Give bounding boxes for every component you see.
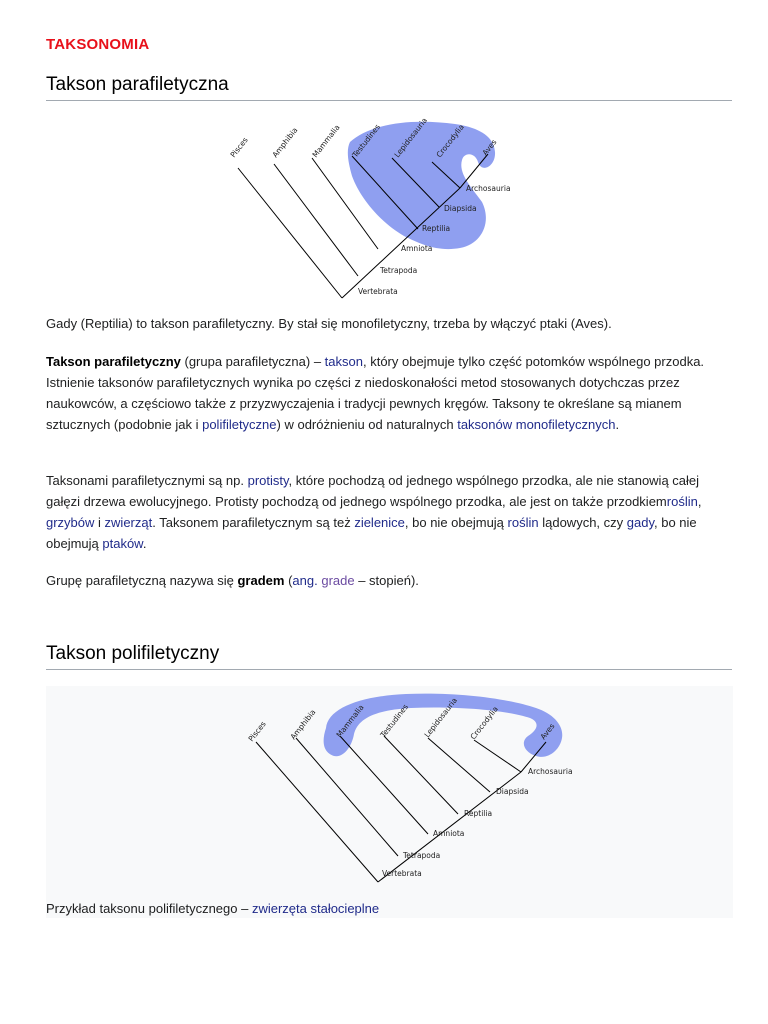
paraphyletic-cladogram — [220, 112, 520, 302]
taxon-label: Mammalia — [334, 702, 366, 740]
clade-label: Tetrapoda — [403, 851, 441, 860]
section-heading-paraphyletic: Takson parafiletyczna — [46, 74, 732, 101]
clade-label: Vertebrata — [358, 287, 398, 296]
taxon-label: Crocodylia — [468, 704, 500, 742]
warm-blooded-highlight — [324, 694, 563, 757]
link-zielenice[interactable]: zielenice — [354, 515, 405, 530]
link-grzybow[interactable]: grzybów — [46, 515, 95, 530]
taxon-label: Aves — [480, 137, 499, 158]
clade-label: Diapsida — [496, 787, 529, 796]
clade-label: Amniota — [433, 829, 465, 838]
paragraph-examples: Taksonami parafiletycznymi są np. protisty, które pochodzą od jednego wspólnego przodka, ale nie stanowią całej gałęzi drzewa ewolucyjnego. Protisty pochodzą od jednego wspólnego przodka, ale jest on także przodkiemroślin, grzybów i zwierząt. Taksonem parafiletycznym są też zielenice, bo nie obejmują roślin lądowych, czy gady, bo nie obejmują ptaków. — [46, 473, 702, 551]
link-roslin-2[interactable]: roślin — [507, 515, 539, 530]
taxon-label: Mammalia — [310, 122, 342, 160]
taxon-label: Aves — [538, 721, 557, 742]
clade-label: Tetrapoda — [380, 266, 418, 275]
clade-label: Amniota — [401, 244, 433, 253]
tree-lines — [256, 736, 546, 882]
taxon-label: Testudines — [350, 122, 382, 160]
polyphyletic-cladogram — [236, 686, 576, 886]
clade-label: Reptilia — [422, 224, 451, 233]
clade-label: Archosauria — [528, 767, 573, 776]
link-taksonow-monofiletycznych[interactable]: taksonów monofiletycznych — [457, 417, 616, 432]
clade-label: Archosauria — [466, 184, 511, 193]
taxon-label: Pisces — [228, 135, 250, 160]
link-zwierzat[interactable]: zwierząt — [104, 515, 153, 530]
taxon-label: Amphibia — [270, 125, 300, 160]
link-roslin[interactable]: roślin — [666, 494, 698, 509]
clade-label: Diapsida — [444, 204, 477, 213]
paragraph-grade: Grupę parafiletyczną nazywa się gradem (ang. grade – stopień). — [46, 573, 419, 588]
clade-label: Vertebrata — [382, 869, 422, 878]
taxon-label: Pisces — [246, 719, 268, 744]
clade-label: Reptilia — [464, 809, 493, 818]
figure-caption: Przykład taksonu polifiletycznego – zwierzęta stałocieplne — [46, 901, 380, 916]
taxon-label: Testudines — [378, 702, 410, 740]
link-polifiletyczne[interactable]: polifiletyczne — [202, 417, 277, 432]
taxon-label: Crocodylia — [434, 122, 466, 160]
link-ang[interactable]: ang. — [292, 573, 318, 588]
document-title: TAKSONOMIA — [46, 36, 150, 53]
grade-bold: gradem — [237, 573, 285, 588]
link-grade[interactable]: grade — [321, 573, 355, 588]
section-heading-polyphyletic: Takson polifiletyczny — [46, 643, 732, 670]
taxon-label: Amphibia — [288, 707, 318, 742]
term-bold: Takson parafiletyczny — [46, 354, 181, 369]
link-takson[interactable]: takson — [324, 354, 363, 369]
link-ptakow[interactable]: ptaków — [102, 536, 143, 551]
taxon-label: Lepidosauria — [422, 695, 460, 740]
paragraph-definition: Takson parafiletyczny (grupa parafiletyczna) – takson, który obejmuje tylko część potomków wspólnego przodka. Istnienie taksonów parafiletycznych wynika po części z niedoskonałości metod stosowanych dotychczas przez naukowców, a częściowo także z przyzwyczajenia i tradycji pewnych kręgów. Taksony te określane są mianem sztucznych (podobnie jak i polifiletyczne) w odróżnieniu od naturalnych taksonów monofiletycznych. — [46, 354, 705, 432]
figure-polyphyletic — [46, 686, 733, 918]
link-zwierzeta-stalocieplne[interactable]: zwierzęta stałocieplne — [251, 901, 380, 916]
clade-labels — [382, 767, 573, 878]
link-protisty[interactable]: protisty — [247, 473, 289, 488]
paragraph-reptilia: Gady (Reptilia) to takson parafiletyczny. By stał się monofiletyczny, trzeba by włączyć ptaki (Aves). — [46, 316, 612, 331]
link-gady[interactable]: gady — [626, 515, 654, 530]
taxon-label: Lepidosauria — [392, 115, 430, 160]
